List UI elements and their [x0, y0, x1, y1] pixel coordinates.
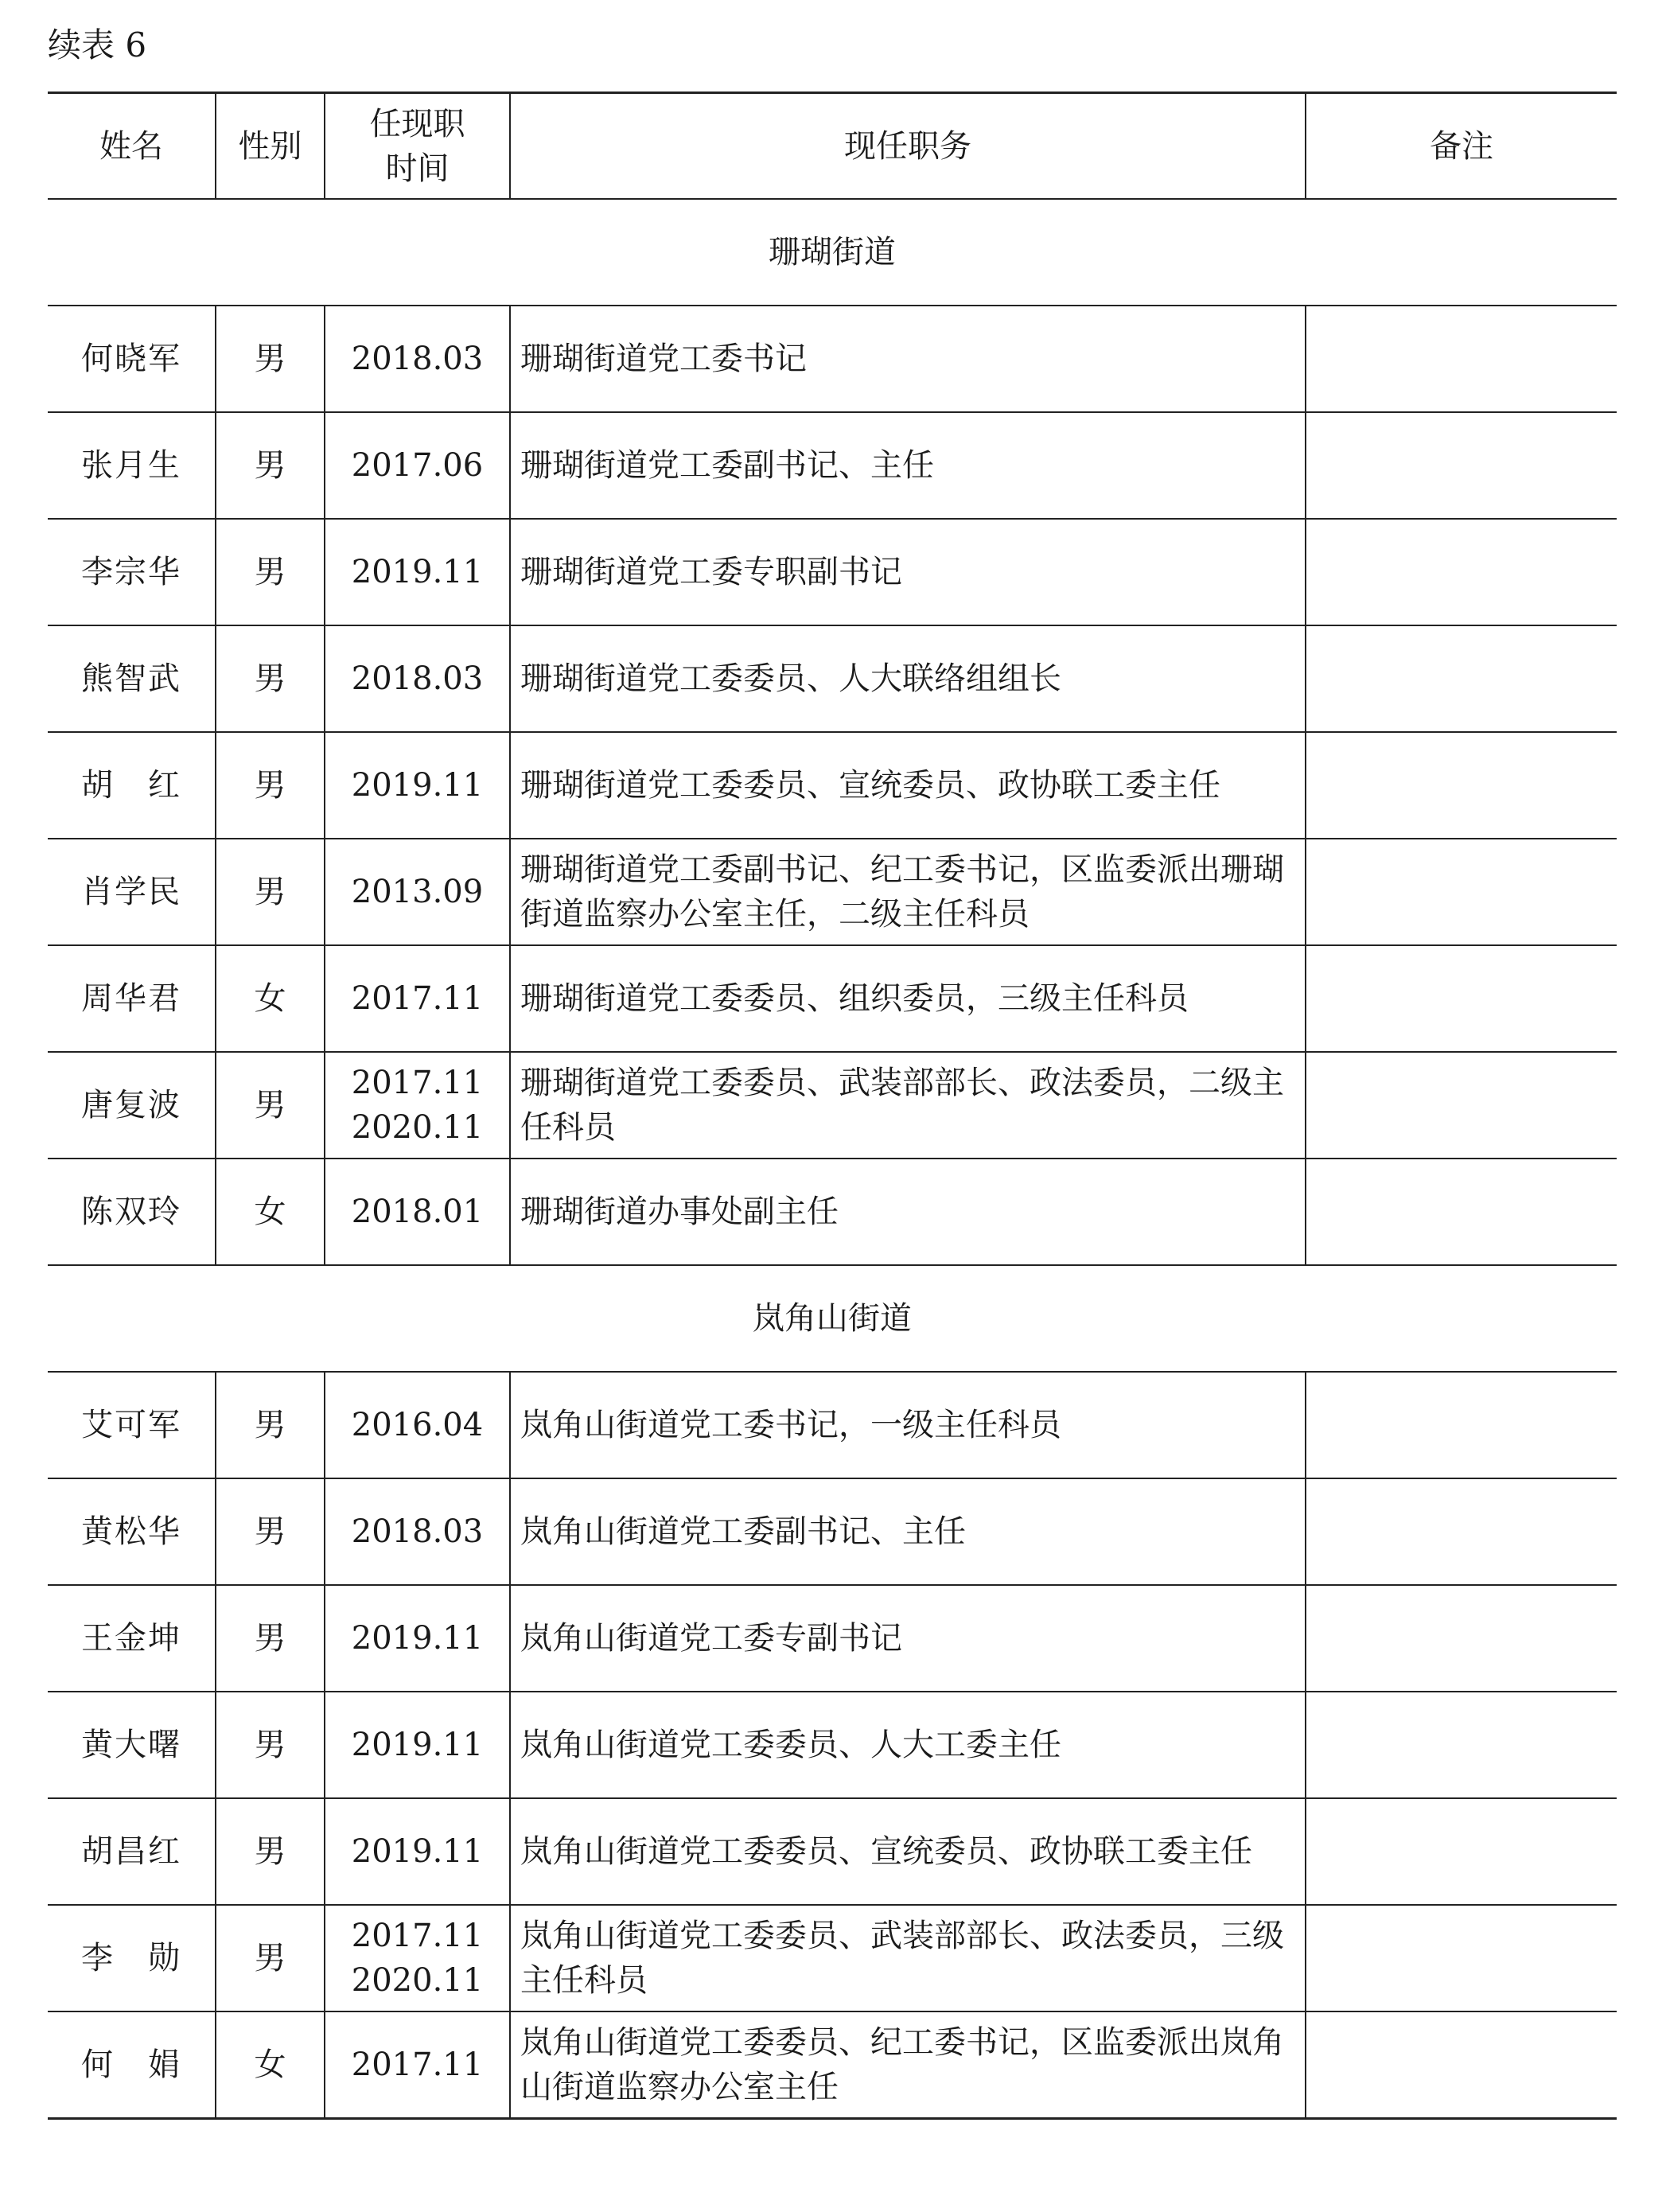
- date-cell: [325, 412, 510, 519]
- table-row: [48, 519, 1617, 625]
- date-value: 2016.04: [351, 1407, 484, 1443]
- note-cell: [1306, 1159, 1617, 1265]
- note-cell: [1306, 412, 1617, 519]
- section-title: 珊瑚街道: [48, 199, 1617, 306]
- section-row: [48, 199, 1617, 306]
- table-row: [48, 1372, 1617, 1478]
- note-cell: [1306, 945, 1617, 1052]
- sex-cell: 男: [216, 1052, 325, 1159]
- table-row: [48, 1798, 1617, 1905]
- note-cell: [1306, 839, 1617, 945]
- name-cell: 张月生: [48, 412, 216, 519]
- note-cell: [1306, 1052, 1617, 1159]
- sex-cell: 男: [216, 519, 325, 625]
- role-cell: 岚角山街道党工委副书记、主任: [510, 1478, 1306, 1585]
- sex-cell: 女: [216, 2011, 325, 2119]
- personnel-table: [48, 92, 1617, 2120]
- note-cell: [1306, 1905, 1617, 2011]
- role-cell: 珊瑚街道党工委副书记、主任: [510, 412, 1306, 519]
- date-cell: [325, 519, 510, 625]
- sex-cell: 男: [216, 1478, 325, 1585]
- date-value: 2019.11: [351, 1833, 484, 1870]
- name-cell: 周华君: [48, 945, 216, 1052]
- header-role: 现任职务: [510, 93, 1306, 200]
- role-cell: 珊瑚街道党工委委员、人大联络组组长: [510, 625, 1306, 732]
- sex-cell: 女: [216, 945, 325, 1052]
- date-value: 2017.11: [351, 980, 484, 1017]
- name-cell: 胡昌红: [48, 1798, 216, 1905]
- note-cell: [1306, 1478, 1617, 1585]
- note-cell: [1306, 1692, 1617, 1798]
- sex-cell: 男: [216, 412, 325, 519]
- date-value: 2018.03: [351, 341, 484, 377]
- table-row: [48, 945, 1617, 1052]
- name-cell: 李 勋: [48, 1905, 216, 2011]
- date-value: 2019.11: [351, 554, 484, 590]
- date-cell: [325, 1798, 510, 1905]
- table-row: [48, 1692, 1617, 1798]
- date-value: 2017.11: [351, 1918, 484, 1954]
- sex-cell: 男: [216, 1905, 325, 2011]
- name-cell: 胡 红: [48, 732, 216, 839]
- table-row: [48, 1052, 1617, 1159]
- sex-cell: 男: [216, 1372, 325, 1478]
- name-cell: 何 娟: [48, 2011, 216, 2119]
- date-value: 2017.11: [351, 1065, 484, 1101]
- table-row: [48, 839, 1617, 945]
- date-cell: [325, 2011, 510, 2119]
- date-cell: [325, 839, 510, 945]
- header-date: [325, 93, 510, 200]
- table-row: [48, 306, 1617, 412]
- name-cell: 王金坤: [48, 1585, 216, 1692]
- date-cell: [325, 1372, 510, 1478]
- role-cell: 岚角山街道党工委委员、纪工委书记，区监委派出岚角山街道监察办公室主任: [510, 2011, 1306, 2119]
- date-cell: [325, 1692, 510, 1798]
- date-value: 2017.11: [351, 2046, 484, 2083]
- name-cell: 熊智武: [48, 625, 216, 732]
- table-row: [48, 1159, 1617, 1265]
- name-cell: 陈双玲: [48, 1159, 216, 1265]
- note-cell: [1306, 732, 1617, 839]
- header-name: 姓名: [48, 93, 216, 200]
- table-caption: 续表 6: [48, 25, 147, 64]
- note-cell: [1306, 519, 1617, 625]
- date-cell: [325, 1159, 510, 1265]
- date-value: 2018.03: [351, 660, 484, 697]
- date-value: 2018.03: [351, 1513, 484, 1550]
- role-cell: 珊瑚街道办事处副主任: [510, 1159, 1306, 1265]
- note-cell: [1306, 306, 1617, 412]
- role-cell: 岚角山街道党工委委员、宣统委员、政协联工委主任: [510, 1798, 1306, 1905]
- header-date-line1: 任现职: [369, 105, 465, 142]
- sex-cell: 女: [216, 1159, 325, 1265]
- table-row: [48, 732, 1617, 839]
- date-cell: [325, 1585, 510, 1692]
- sex-cell: 男: [216, 625, 325, 732]
- sex-cell: 男: [216, 839, 325, 945]
- date-cell: [325, 732, 510, 839]
- date-value: 2017.06: [351, 447, 484, 484]
- date-value: 2019.11: [351, 767, 484, 804]
- sex-cell: 男: [216, 1692, 325, 1798]
- header-sex: 性别: [216, 93, 325, 200]
- role-cell: 珊瑚街道党工委书记: [510, 306, 1306, 412]
- date-cell: [325, 1905, 510, 2011]
- role-cell: 珊瑚街道党工委委员、组织委员，三级主任科员: [510, 945, 1306, 1052]
- date-value: 2018.01: [351, 1194, 484, 1230]
- role-cell: 珊瑚街道党工委委员、宣统委员、政协联工委主任: [510, 732, 1306, 839]
- name-cell: 黄松华: [48, 1478, 216, 1585]
- date-value: 2019.11: [351, 1620, 484, 1657]
- section-title: 岚角山街道: [48, 1265, 1617, 1372]
- table-row: [48, 1585, 1617, 1692]
- note-cell: [1306, 1585, 1617, 1692]
- table-row: [48, 1905, 1617, 2011]
- section-row: [48, 1265, 1617, 1372]
- header-date-line2: 时间: [385, 150, 450, 187]
- date-value: 2020.11: [351, 1109, 484, 1146]
- sex-cell: 男: [216, 1585, 325, 1692]
- table-row: [48, 2011, 1617, 2119]
- role-cell: 岚角山街道党工委专副书记: [510, 1585, 1306, 1692]
- header-note: 备注: [1306, 93, 1617, 200]
- table-row: [48, 1478, 1617, 1585]
- date-cell: [325, 306, 510, 412]
- role-cell: 岚角山街道党工委委员、武装部部长、政法委员，三级主任科员: [510, 1905, 1306, 2011]
- name-cell: 唐复波: [48, 1052, 216, 1159]
- sex-cell: 男: [216, 732, 325, 839]
- name-cell: 肖学民: [48, 839, 216, 945]
- header-row: [48, 93, 1617, 200]
- role-cell: 珊瑚街道党工委委员、武装部部长、政法委员，二级主任科员: [510, 1052, 1306, 1159]
- sex-cell: 男: [216, 1798, 325, 1905]
- role-cell: 岚角山街道党工委书记，一级主任科员: [510, 1372, 1306, 1478]
- note-cell: [1306, 2011, 1617, 2119]
- date-value: 2020.11: [351, 1962, 484, 1999]
- date-value: 2019.11: [351, 1727, 484, 1763]
- name-cell: 黄大曙: [48, 1692, 216, 1798]
- role-cell: 岚角山街道党工委委员、人大工委主任: [510, 1692, 1306, 1798]
- date-value: 2013.09: [351, 874, 484, 910]
- date-cell: [325, 945, 510, 1052]
- date-cell: [325, 625, 510, 732]
- name-cell: 何晓军: [48, 306, 216, 412]
- name-cell: 艾可军: [48, 1372, 216, 1478]
- note-cell: [1306, 1798, 1617, 1905]
- note-cell: [1306, 1372, 1617, 1478]
- table-row: [48, 412, 1617, 519]
- sex-cell: 男: [216, 306, 325, 412]
- table-row: [48, 625, 1617, 732]
- date-cell: [325, 1052, 510, 1159]
- date-cell: [325, 1478, 510, 1585]
- role-cell: 珊瑚街道党工委专职副书记: [510, 519, 1306, 625]
- note-cell: [1306, 625, 1617, 732]
- name-cell: 李宗华: [48, 519, 216, 625]
- role-cell: 珊瑚街道党工委副书记、纪工委书记，区监委派出珊瑚街道监察办公室主任，二级主任科员: [510, 839, 1306, 945]
